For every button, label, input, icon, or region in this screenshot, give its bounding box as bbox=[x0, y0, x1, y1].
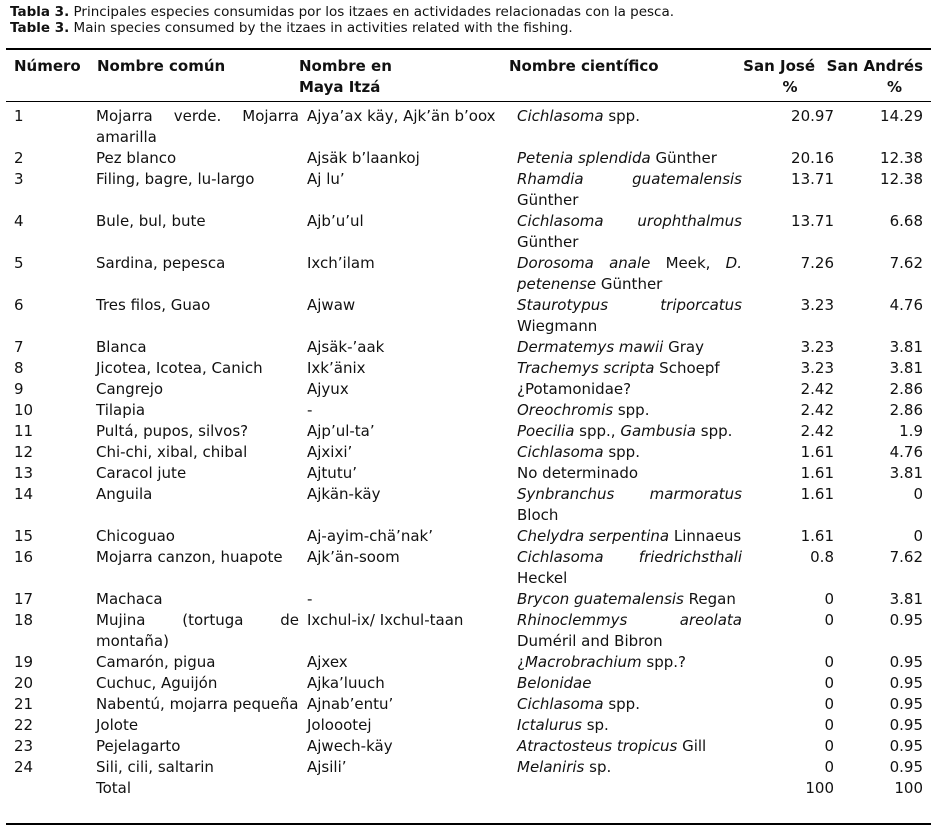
cell-san-jose: 2.42 bbox=[800, 380, 834, 398]
cell-san-andres: 7.62 bbox=[889, 548, 923, 566]
cell-san-jose: 13.71 bbox=[791, 212, 834, 230]
header-maya-line2: Maya Itzá bbox=[299, 78, 381, 96]
cell-nombre-cientifico bbox=[517, 337, 742, 358]
cell-san-jose: 0 bbox=[824, 695, 834, 713]
cell-san-andres: 14.29 bbox=[880, 107, 923, 125]
cell-san-andres: 0.95 bbox=[889, 737, 923, 755]
cell-total-empty bbox=[517, 778, 742, 799]
cell-san-andres: 3.81 bbox=[889, 359, 923, 377]
cell-nombre-comun: Machaca bbox=[96, 590, 163, 608]
table-row bbox=[6, 673, 931, 694]
caption-en-text: Main species consumed by the itzaes in activities related with the fishing. bbox=[73, 20, 573, 36]
cell-nombre-comun: Jicotea, Icotea, Canich bbox=[96, 359, 263, 377]
sci-rest: Gray bbox=[663, 338, 704, 356]
header-san-jose bbox=[735, 56, 815, 98]
sci-italic: Rhinoclemmys areolata bbox=[517, 611, 742, 629]
sci-italic: Atractosteus tropicus bbox=[517, 737, 678, 755]
cell-nombre-cientifico bbox=[517, 442, 742, 463]
cell-numero: 14 bbox=[14, 485, 34, 503]
cell-numero: 2 bbox=[14, 149, 24, 167]
cell-nombre-maya: Ajwaw bbox=[307, 296, 356, 314]
cell-numero: 11 bbox=[14, 422, 34, 440]
cell-san-andres: 0.95 bbox=[889, 653, 923, 671]
cell-nombre-cientifico bbox=[517, 673, 742, 694]
table-row bbox=[6, 736, 931, 757]
header-nombre-comun: Nombre común bbox=[97, 57, 226, 75]
cell-san-jose: 3.23 bbox=[800, 296, 834, 314]
cell-nombre-comun: Mojarra verde. Mojarra amarilla bbox=[96, 107, 299, 146]
cell-nombre-maya: Joloootej bbox=[307, 716, 372, 734]
table-row bbox=[6, 757, 931, 778]
cell-nombre-maya: Ajnab’entu’ bbox=[307, 695, 394, 713]
sci-italic: Cichlasoma bbox=[517, 443, 604, 461]
sci-rest: spp. bbox=[603, 443, 640, 461]
cell-nombre-maya: Ajwech-käy bbox=[307, 737, 393, 755]
cell-total-empty bbox=[307, 778, 517, 799]
cell-nombre-cientifico bbox=[517, 379, 742, 400]
cell-nombre-maya: Ixch’ilam bbox=[307, 254, 375, 272]
header-sa-line1: San Andrés bbox=[826, 57, 923, 75]
cell-nombre-comun: Chicoguao bbox=[96, 527, 175, 545]
cell-san-andres: 0.95 bbox=[889, 716, 923, 734]
cell-nombre-maya: Ajsili’ bbox=[307, 758, 347, 776]
sci-rest: spp. bbox=[613, 401, 650, 419]
header-sj-line2: % bbox=[782, 78, 798, 96]
cell-san-andres: 4.76 bbox=[889, 296, 923, 314]
cell-nombre-comun: Pultá, pupos, silvos? bbox=[96, 422, 249, 440]
sci-rest: Gill bbox=[677, 737, 707, 755]
sci-rest: Schoepf bbox=[654, 359, 720, 377]
caption-es-label: Tabla 3. bbox=[10, 4, 70, 20]
sci-rest: ¿Potamonidae? bbox=[517, 380, 632, 398]
cell-nombre-maya: - bbox=[307, 590, 313, 608]
cell-numero: 23 bbox=[14, 737, 34, 755]
cell-total-label: Total bbox=[96, 779, 132, 797]
cell-san-andres: 2.86 bbox=[889, 380, 923, 398]
total-row bbox=[6, 778, 931, 799]
cell-numero: 13 bbox=[14, 464, 34, 482]
cell-nombre-maya: Ajya’ax käy, Ajk’än b’oox bbox=[307, 107, 496, 125]
sci-rest: Günther bbox=[517, 191, 579, 209]
header-sj-line1: San José bbox=[743, 57, 815, 75]
cell-san-jose: 3.23 bbox=[800, 359, 834, 377]
cell-nombre-cientifico bbox=[517, 358, 742, 379]
top-rule bbox=[6, 48, 931, 50]
sci-italic: Trachemys scripta bbox=[517, 359, 655, 377]
cell-numero: 15 bbox=[14, 527, 34, 545]
cell-numero: 5 bbox=[14, 254, 24, 272]
sci-rest: Regan bbox=[683, 590, 736, 608]
cell-nombre-maya: Ajk’än-soom bbox=[307, 548, 400, 566]
table-row bbox=[6, 421, 931, 442]
cell-nombre-cientifico bbox=[517, 106, 742, 148]
cell-san-jose: 0 bbox=[824, 590, 834, 608]
cell-san-jose: 0 bbox=[824, 653, 834, 671]
cell-san-jose: 2.42 bbox=[800, 401, 834, 419]
cell-nombre-comun: Pejelagarto bbox=[96, 737, 181, 755]
table-row bbox=[6, 652, 931, 673]
cell-san-andres: 0 bbox=[913, 527, 923, 545]
cell-nombre-comun: Jolote bbox=[96, 716, 139, 734]
sci-rest: Linnaeus bbox=[669, 527, 742, 545]
cell-nombre-cientifico bbox=[517, 715, 742, 736]
sci-rest: sp. bbox=[584, 758, 612, 776]
cell-san-andres: 0.95 bbox=[889, 758, 923, 776]
sci-italic: Ictalurus bbox=[517, 716, 582, 734]
cell-nombre-comun: Camarón, pigua bbox=[96, 653, 216, 671]
sci-italic: Brycon guatemalensis bbox=[517, 590, 684, 608]
cell-nombre-cientifico bbox=[517, 463, 742, 484]
cell-san-jose: 1.61 bbox=[800, 464, 834, 482]
cell-numero: 6 bbox=[14, 296, 24, 314]
sci-italic: Belonidae bbox=[517, 674, 592, 692]
sci-rest: sp. bbox=[581, 716, 609, 734]
cell-nombre-maya: - bbox=[307, 401, 313, 419]
cell-san-jose: 0 bbox=[824, 611, 834, 629]
cell-san-jose: 7.26 bbox=[800, 254, 834, 272]
cell-nombre-comun: Bule, bul, bute bbox=[96, 212, 206, 230]
caption-es-text: Principales especies consumidas por los itzaes en actividades relacionadas con la pesca. bbox=[73, 4, 675, 20]
cell-nombre-maya: Ixchul-ix/ Ixchul-taan bbox=[307, 611, 464, 629]
cell-numero: 16 bbox=[14, 548, 34, 566]
sci-italic: Oreochromis bbox=[517, 401, 614, 419]
caption-spanish bbox=[10, 4, 674, 20]
cell-nombre-cientifico bbox=[517, 484, 742, 526]
cell-nombre-cientifico bbox=[517, 400, 742, 421]
cell-numero: 4 bbox=[14, 212, 24, 230]
sci-italic: Poecilia bbox=[517, 422, 575, 440]
cell-nombre-cientifico bbox=[517, 526, 742, 547]
table-row bbox=[6, 589, 931, 610]
cell-nombre-comun: Tilapia bbox=[96, 401, 146, 419]
header-maya-line1: Nombre en bbox=[299, 57, 392, 75]
sci-italic-2: D. petenense bbox=[517, 254, 742, 293]
sci-prefix: ¿ bbox=[517, 653, 525, 671]
cell-nombre-cientifico bbox=[517, 148, 742, 169]
cell-nombre-maya: Ajsäk-’aak bbox=[307, 338, 385, 356]
cell-san-jose: 1.61 bbox=[800, 443, 834, 461]
sci-italic: Synbranchus marmoratus bbox=[517, 485, 742, 503]
header-nombre-maya bbox=[299, 56, 392, 98]
cell-nombre-comun: Sili, cili, saltarin bbox=[96, 758, 214, 776]
cell-numero: 12 bbox=[14, 443, 34, 461]
cell-nombre-cientifico bbox=[517, 694, 742, 715]
cell-nombre-comun: Blanca bbox=[96, 338, 147, 356]
sci-rest: Heckel bbox=[517, 569, 568, 587]
cell-numero: 18 bbox=[14, 611, 34, 629]
table-row bbox=[6, 148, 931, 169]
cell-nombre-cientifico bbox=[517, 253, 742, 295]
cell-total-empty bbox=[6, 778, 96, 799]
cell-nombre-comun: Pez blanco bbox=[96, 149, 177, 167]
sci-italic: Cichlasoma bbox=[517, 695, 604, 713]
cell-nombre-cientifico bbox=[517, 211, 742, 253]
cell-nombre-comun: Caracol jute bbox=[96, 464, 187, 482]
cell-san-jose: 1.61 bbox=[800, 485, 834, 503]
sci-rest: Duméril and Bibron bbox=[517, 632, 663, 650]
cell-nombre-cientifico bbox=[517, 295, 742, 337]
sci-italic-2: Gambusia bbox=[620, 422, 696, 440]
header-nombre-cientifico: Nombre científico bbox=[509, 57, 659, 75]
table-row bbox=[6, 106, 931, 148]
cell-nombre-comun: Sardina, pepesca bbox=[96, 254, 226, 272]
cell-san-jose: 0.8 bbox=[810, 548, 834, 566]
cell-san-andres: 6.68 bbox=[889, 212, 923, 230]
cell-san-andres: 3.81 bbox=[889, 338, 923, 356]
sci-rest: Günther bbox=[517, 233, 579, 251]
sci-italic: Cichlasoma friedrichsthali bbox=[517, 548, 742, 566]
cell-san-andres: 4.76 bbox=[889, 443, 923, 461]
cell-san-andres: 3.81 bbox=[889, 464, 923, 482]
header-san-andres bbox=[826, 56, 923, 98]
cell-numero: 19 bbox=[14, 653, 34, 671]
table-row bbox=[6, 463, 931, 484]
table-row bbox=[6, 526, 931, 547]
cell-numero: 1 bbox=[14, 107, 24, 125]
sci-italic: Petenia splendida bbox=[517, 149, 651, 167]
table-row bbox=[6, 253, 931, 295]
cell-nombre-cientifico bbox=[517, 547, 742, 589]
sci-italic: Chelydra serpentina bbox=[517, 527, 670, 545]
sci-italic: Rhamdia guatemalensis bbox=[517, 170, 742, 188]
cell-nombre-maya: Ixk’änix bbox=[307, 359, 366, 377]
species-table-body bbox=[6, 106, 931, 799]
cell-nombre-maya: Ajkän-käy bbox=[307, 485, 381, 503]
cell-nombre-maya: Ajka’luuch bbox=[307, 674, 385, 692]
cell-nombre-cientifico bbox=[517, 757, 742, 778]
table-caption bbox=[10, 4, 674, 36]
cell-san-andres: 0.95 bbox=[889, 611, 923, 629]
species-table bbox=[6, 106, 931, 799]
table-row bbox=[6, 169, 931, 211]
cell-nombre-cientifico bbox=[517, 736, 742, 757]
sci-rest: Meek, bbox=[650, 254, 726, 272]
table-row bbox=[6, 484, 931, 526]
cell-san-jose: 0 bbox=[824, 716, 834, 734]
header-sa-line2: % bbox=[886, 78, 903, 96]
table-row bbox=[6, 379, 931, 400]
table-row bbox=[6, 610, 931, 652]
table-row bbox=[6, 211, 931, 253]
cell-numero: 7 bbox=[14, 338, 24, 356]
cell-numero: 21 bbox=[14, 695, 34, 713]
cell-nombre-maya: Ajtutu’ bbox=[307, 464, 357, 482]
cell-san-jose: 0 bbox=[824, 758, 834, 776]
cell-nombre-comun: Nabentú, mojarra pequeña bbox=[96, 695, 299, 713]
cell-san-andres: 0.95 bbox=[889, 674, 923, 692]
cell-nombre-maya: Aj lu’ bbox=[307, 170, 345, 188]
sci-italic: Melaniris bbox=[517, 758, 585, 776]
cell-nombre-maya: Ajp’ul-ta’ bbox=[307, 422, 375, 440]
table-row bbox=[6, 358, 931, 379]
cell-total-san-jose: 100 bbox=[805, 779, 834, 797]
cell-nombre-comun: Mujina (tortuga de montaña) bbox=[96, 611, 299, 650]
cell-san-jose: 13.71 bbox=[791, 170, 834, 188]
sci-rest: spp.? bbox=[641, 653, 686, 671]
cell-san-andres: 12.38 bbox=[880, 170, 923, 188]
cell-numero: 8 bbox=[14, 359, 24, 377]
caption-en-label: Table 3. bbox=[10, 20, 70, 36]
cell-san-jose: 20.16 bbox=[791, 149, 834, 167]
table-row bbox=[6, 337, 931, 358]
cell-san-andres: 0.95 bbox=[889, 695, 923, 713]
cell-numero: 24 bbox=[14, 758, 34, 776]
sci-rest: Wiegmann bbox=[517, 317, 598, 335]
cell-numero: 17 bbox=[14, 590, 34, 608]
header-numero: Número bbox=[14, 57, 81, 75]
cell-nombre-comun: Filing, bagre, lu-largo bbox=[96, 170, 255, 188]
cell-numero: 10 bbox=[14, 401, 34, 419]
bottom-rule bbox=[6, 823, 931, 825]
cell-san-jose: 0 bbox=[824, 674, 834, 692]
cell-nombre-maya: Ajb’u’ul bbox=[307, 212, 364, 230]
table-row bbox=[6, 442, 931, 463]
cell-nombre-maya: Aj-ayim-chä’nak’ bbox=[307, 527, 433, 545]
sci-rest: spp. bbox=[603, 107, 640, 125]
sci-rest: spp. bbox=[603, 695, 640, 713]
cell-san-andres: 3.81 bbox=[889, 590, 923, 608]
cell-nombre-cientifico bbox=[517, 589, 742, 610]
cell-nombre-cientifico bbox=[517, 421, 742, 442]
cell-san-andres: 1.9 bbox=[899, 422, 923, 440]
cell-nombre-comun: Cuchuc, Aguijón bbox=[96, 674, 218, 692]
cell-nombre-maya: Ajxex bbox=[307, 653, 348, 671]
cell-san-andres: 2.86 bbox=[889, 401, 923, 419]
cell-numero: 9 bbox=[14, 380, 24, 398]
cell-san-jose: 1.61 bbox=[800, 527, 834, 545]
sci-italic: Cichlasoma urophthalmus bbox=[517, 212, 742, 230]
cell-nombre-comun: Tres filos, Guao bbox=[96, 296, 211, 314]
cell-nombre-maya: Ajsäk b’laankoj bbox=[307, 149, 420, 167]
cell-san-jose: 0 bbox=[824, 737, 834, 755]
cell-nombre-comun: Anguila bbox=[96, 485, 153, 503]
cell-total-san-andres: 100 bbox=[894, 779, 923, 797]
sci-italic: Staurotypus triporcatus bbox=[517, 296, 742, 314]
sci-rest: No determinado bbox=[517, 464, 639, 482]
cell-san-jose: 2.42 bbox=[800, 422, 834, 440]
cell-numero: 3 bbox=[14, 170, 24, 188]
table-row bbox=[6, 400, 931, 421]
cell-san-jose: 20.97 bbox=[791, 107, 834, 125]
sci-rest-2: spp. bbox=[695, 422, 733, 440]
cell-nombre-comun: Mojarra canzon, huapote bbox=[96, 548, 283, 566]
sci-rest-2: Günther bbox=[596, 275, 663, 293]
cell-nombre-maya: Ajyux bbox=[307, 380, 349, 398]
sci-italic: Dorosoma anale bbox=[517, 254, 651, 272]
cell-nombre-cientifico bbox=[517, 169, 742, 211]
table-row bbox=[6, 715, 931, 736]
table-row bbox=[6, 547, 931, 589]
sci-rest: spp., bbox=[574, 422, 621, 440]
sci-italic: Macrobrachium bbox=[524, 653, 642, 671]
table-row bbox=[6, 694, 931, 715]
sci-rest: Günther bbox=[650, 149, 717, 167]
sci-italic: Dermatemys mawii bbox=[517, 338, 664, 356]
cell-san-andres: 7.62 bbox=[889, 254, 923, 272]
sci-rest: Bloch bbox=[517, 506, 559, 524]
cell-nombre-comun: Cangrejo bbox=[96, 380, 164, 398]
caption-english bbox=[10, 20, 674, 36]
cell-numero: 22 bbox=[14, 716, 34, 734]
cell-san-andres: 0 bbox=[913, 485, 923, 503]
table-row bbox=[6, 295, 931, 337]
cell-san-jose: 3.23 bbox=[800, 338, 834, 356]
cell-nombre-maya: Ajxixi’ bbox=[307, 443, 353, 461]
header-rule bbox=[6, 101, 931, 102]
cell-san-andres: 12.38 bbox=[880, 149, 923, 167]
cell-numero: 20 bbox=[14, 674, 34, 692]
sci-italic: Cichlasoma bbox=[517, 107, 604, 125]
cell-nombre-comun: Chi-chi, xibal, chibal bbox=[96, 443, 248, 461]
cell-nombre-cientifico bbox=[517, 610, 742, 652]
cell-nombre-cientifico bbox=[517, 652, 742, 673]
